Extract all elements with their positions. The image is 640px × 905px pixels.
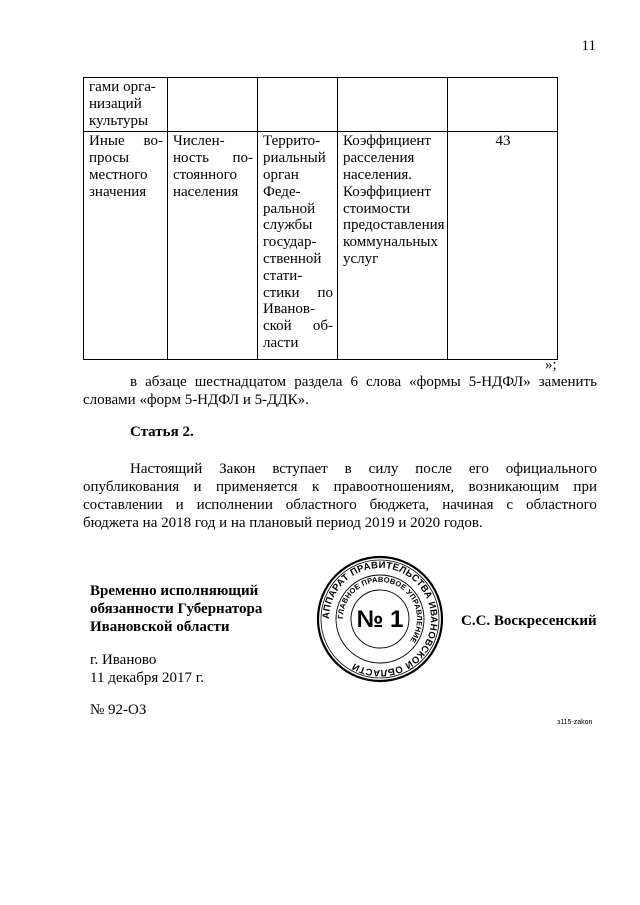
table-cell [338, 78, 448, 132]
paragraph-line: бюджета на 2018 год и на плановый период 2019 и 2020 годов. [83, 515, 483, 531]
table-cell [84, 78, 168, 132]
cell-text-line: Коэффициент [343, 133, 431, 150]
word: исполнении [196, 497, 273, 513]
cell-text-line: Числен- [173, 133, 225, 150]
cell-text-line: Террито- [263, 133, 321, 150]
cell-text-line: ласти [263, 334, 299, 351]
word: после [415, 461, 452, 477]
cell-text-line: орган [263, 166, 299, 183]
official-seal [316, 555, 444, 683]
cell-text-line: населения [173, 183, 239, 200]
word: об- [312, 318, 333, 335]
paragraph-line [83, 496, 597, 514]
cell-text-line: стоянного [173, 166, 237, 183]
seal-inner-ring-text: ГЛАВНОЕ ПРАВОВОЕ УПРАВЛЕНИЕ [335, 574, 425, 645]
cell-text-line: населения. [343, 166, 413, 183]
cell-text-line: ральной [263, 200, 316, 217]
place: г. Иваново [90, 652, 157, 668]
law-number: № 92-ОЗ [90, 702, 147, 718]
cell-text-line: предоставления [343, 217, 445, 234]
word: силу [368, 461, 399, 477]
seal-ring-text: АППАРАТ ПРАВИТЕЛЬСТВА ИВАНОВСКОЙ ОБЛАСТИ [320, 559, 440, 679]
word: при [573, 479, 597, 495]
article-paragraph [83, 460, 597, 532]
table-cell [448, 78, 558, 132]
page-number: 11 [581, 38, 596, 54]
paragraph-line [83, 373, 597, 391]
cell-text-line [263, 285, 333, 302]
word: «формы [409, 374, 461, 390]
word: слова [365, 374, 402, 390]
table-cell [338, 132, 448, 360]
cell-text-line: низаций [89, 95, 142, 112]
cell-text-line: Иванов- [263, 301, 315, 318]
cell-text-line: значения [89, 183, 147, 200]
amendment-paragraph [83, 373, 597, 409]
cell-text-line [173, 150, 253, 167]
cell-text-line: просы [89, 150, 130, 167]
cell-text-line: услуг [343, 250, 379, 267]
table-row [84, 132, 558, 360]
word: к [311, 479, 320, 495]
word: шестнадцатом [194, 374, 287, 390]
cell-text-line: Феде- [263, 183, 301, 200]
word: вступает [272, 461, 328, 477]
word: опубликования [83, 479, 180, 495]
signatory-position-line: Временно исполняющий [90, 583, 259, 599]
word: Иные [89, 133, 125, 150]
word: по [317, 284, 333, 301]
cell-text-line: риальный [263, 150, 326, 167]
paragraph-line: словами «форм 5-НДФЛ и 5-ДДК». [83, 392, 309, 408]
cell-text-line: стоимости [343, 200, 411, 217]
article-title: Статья 2. [130, 424, 194, 440]
word: Закон [219, 461, 256, 477]
cell-text-line: коммунальных [343, 234, 438, 251]
cell-text-line: культуры [89, 112, 149, 129]
word: в [130, 374, 138, 390]
data-table [83, 77, 558, 360]
cell-text-line: стати- [263, 267, 303, 284]
cell-text-line: государ- [263, 234, 317, 251]
word: с [506, 497, 514, 513]
word: применяется [215, 479, 298, 495]
word: ской [263, 318, 292, 335]
word: и [193, 479, 202, 495]
paragraph-line [83, 478, 597, 496]
word: возникающим [468, 479, 560, 495]
word: областного [526, 497, 597, 513]
cell-text-line [89, 133, 163, 150]
word: во- [143, 133, 163, 150]
word: раздела [294, 374, 343, 390]
cell-text-line: ственной [263, 250, 322, 267]
cell-text-line: расселения [343, 150, 415, 167]
word: составлении [83, 497, 163, 513]
date: 11 декабря 2017 г. [90, 670, 204, 686]
table-cell [84, 132, 168, 360]
word: Настоящий [130, 461, 203, 477]
table-body [84, 78, 558, 360]
cell-text-line: гами орга- [89, 79, 156, 95]
cell-text-line: Коэффициент [343, 183, 431, 200]
word: бюджета, [369, 497, 430, 513]
signatory-position-line: обязанности Губернатора [90, 601, 263, 617]
word: правоотношениям, [333, 479, 455, 495]
table-cell [258, 78, 338, 132]
word: начиная [442, 497, 494, 513]
cell-text-line: службы [263, 217, 313, 234]
cell-text-line: 43 [495, 133, 511, 150]
table-cell [448, 132, 558, 360]
word: по- [232, 150, 253, 167]
table-cell [168, 132, 258, 360]
cell-text-line [263, 318, 333, 335]
word: и [175, 497, 184, 513]
cell-text-line: местного [89, 166, 148, 183]
signatory-position [90, 582, 262, 636]
signatory-position-line: Ивановской области [90, 619, 230, 635]
file-tag: з115-zakon [557, 719, 593, 726]
word: абзаце [145, 374, 187, 390]
seal-center-text: № 1 [356, 606, 404, 633]
table-cell [168, 78, 258, 132]
word: его [468, 461, 489, 477]
signer-name: С.С. Воскресенский [461, 613, 597, 629]
word: официального [505, 461, 597, 477]
place-and-date [90, 651, 204, 687]
paragraph-line [83, 460, 597, 478]
word: 6 [350, 374, 358, 390]
word: областного [285, 497, 357, 513]
word: ность [173, 150, 209, 167]
table-row [84, 78, 558, 132]
word: стики [263, 284, 300, 301]
word: 5-НДФЛ» [468, 374, 531, 390]
table-cell [258, 132, 338, 360]
table-closing-quote: »; [545, 357, 557, 373]
word: в [344, 461, 352, 477]
word: заменить [538, 374, 597, 390]
